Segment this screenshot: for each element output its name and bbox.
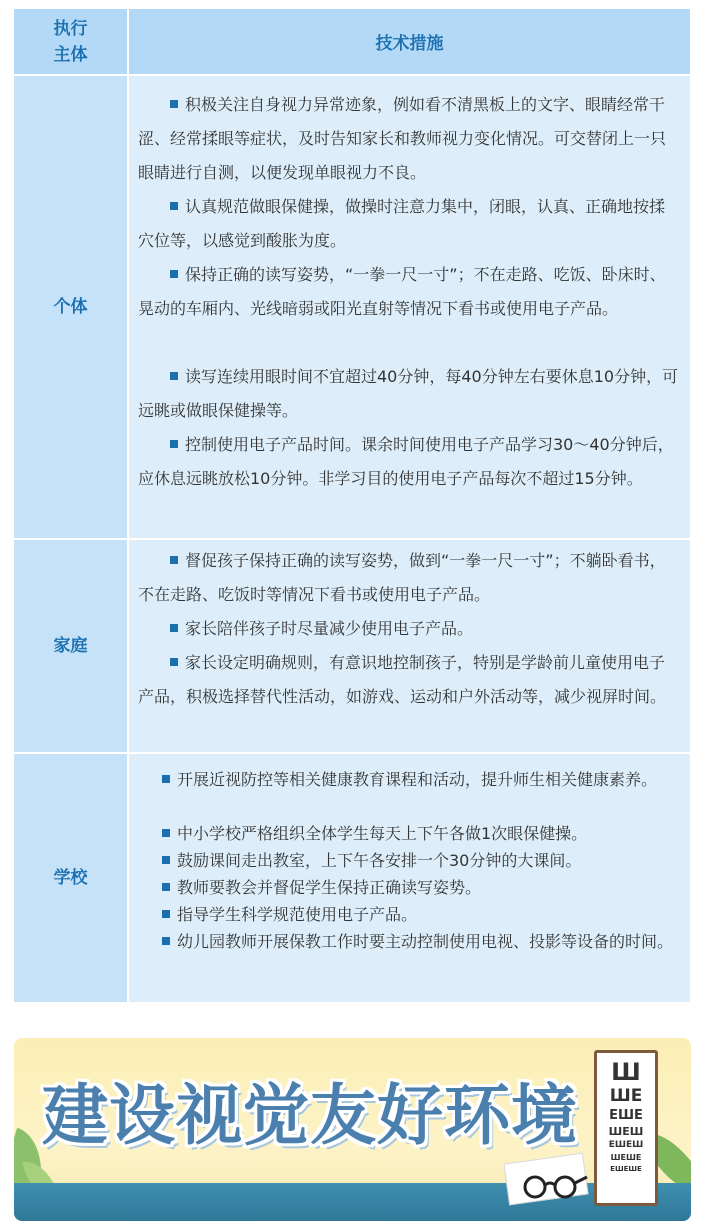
subject-cell: 个体: [14, 76, 127, 538]
bullet-icon: [170, 100, 178, 108]
bullet-icon: [170, 658, 178, 666]
bullet-icon: [162, 937, 170, 945]
glasses-icon: [519, 1171, 589, 1199]
bullet-icon: [170, 372, 178, 380]
bullet-icon: [170, 556, 178, 564]
subject-cell: 学校: [14, 754, 127, 1002]
list-item: 督促孩子保持正确的读写姿势，做到“一拳一尺一寸”；不躺卧看书，不在走路、吃饭时等情况下看书或使用电子产品。: [138, 551, 666, 604]
header-subject: 执行 主体: [14, 9, 127, 74]
list-item: 中小学校严格组织全体学生每天上下午各做1次眼保健操。: [138, 820, 680, 847]
list-item: 鼓励课间走出教室，上下午各安排一个30分钟的大课间。: [138, 847, 680, 874]
list-item: 幼儿园教师开展保教工作时要主动控制使用电视、投影等设备的时间。: [138, 928, 680, 955]
list-item: 指导学生科学规范使用电子产品。: [138, 901, 680, 928]
table-row-individual: [14, 76, 690, 538]
column-divider: [127, 9, 129, 1002]
measures-table: [14, 9, 690, 1002]
eye-chart-row: Ш: [611, 1058, 641, 1086]
bullet-icon: [162, 883, 170, 891]
eye-chart-row: ШЕШ: [608, 1125, 644, 1138]
eye-chart-row: ШЕШЕ: [610, 1153, 642, 1162]
list-item: 家长设定明确规则，有意识地控制孩子，特别是学龄前儿童使用电子产品，积极选择替代性活动，如游戏、运动和户外活动等，减少视屏时间。: [138, 653, 667, 706]
list-item: 认真规范做眼保健操，做操时注意力集中，闭眼，认真、正确地按揉穴位等，以感觉到酸胀为度。: [138, 197, 666, 250]
bullet-icon: [162, 910, 170, 918]
bullet-icon: [170, 440, 178, 448]
list-item: 家长陪伴孩子时尽量减少使用电子产品。: [138, 612, 680, 646]
list-item: 开展近视防控等相关健康教育课程和活动，提升师生相关健康素养。: [138, 766, 680, 793]
banner-title: 建设视觉友好环境: [42, 1077, 578, 1154]
bullet-icon: [162, 829, 170, 837]
bullet-icon: [170, 270, 178, 278]
table-row-family: [14, 540, 690, 752]
section-banner: [14, 1038, 691, 1221]
eye-chart-icon: [594, 1050, 658, 1206]
eye-chart-row: ШЕ: [609, 1086, 643, 1106]
eye-chart-row: ЕШЕШ: [608, 1140, 644, 1150]
eye-chart-row: ЕШЕШЕ: [610, 1165, 642, 1173]
list-item: 积极关注自身视力异常迹象，例如看不清黑板上的文字、眼睛经常干涩、经常揉眼等症状，及时告知家长和教师视力变化情况。可交替闭上一只眼睛进行自测，以便发现单眼视力不良。: [138, 95, 667, 182]
bullet-icon: [162, 856, 170, 864]
list-item: 保持正确的读写姿势，“一拳一尺一寸”；不在走路、吃饭、卧床时、晃动的车厢内、光线暗弱或阳光直射等情况下看书或使用电子产品。: [138, 265, 666, 318]
list-item: 教师要教会并督促学生保持正确读写姿势。: [138, 874, 680, 901]
bullet-icon: [162, 775, 170, 783]
list-item: 读写连续用眼时间不宜超过40分钟，每40分钟左右要休息10分钟，可远眺或做眼保健操等。: [138, 367, 679, 420]
list-item: 控制使用电子产品时间。课余时间使用电子产品学习30～40分钟后，应休息远眺放松10分钟。非学习目的使用电子产品每次不超过15分钟。: [138, 435, 674, 488]
header-measures: 技术措施: [129, 9, 690, 74]
table-row-school: [14, 754, 690, 1002]
bullet-icon: [170, 202, 178, 210]
measures-cell: [129, 76, 690, 538]
banner-floor: [14, 1183, 691, 1221]
measures-cell: [129, 540, 690, 752]
table-header: [14, 9, 690, 74]
measures-cell: [129, 754, 690, 1002]
eye-chart-row: ЕШЕ: [609, 1108, 643, 1123]
subject-cell: 家庭: [14, 540, 127, 752]
bullet-icon: [170, 624, 178, 632]
